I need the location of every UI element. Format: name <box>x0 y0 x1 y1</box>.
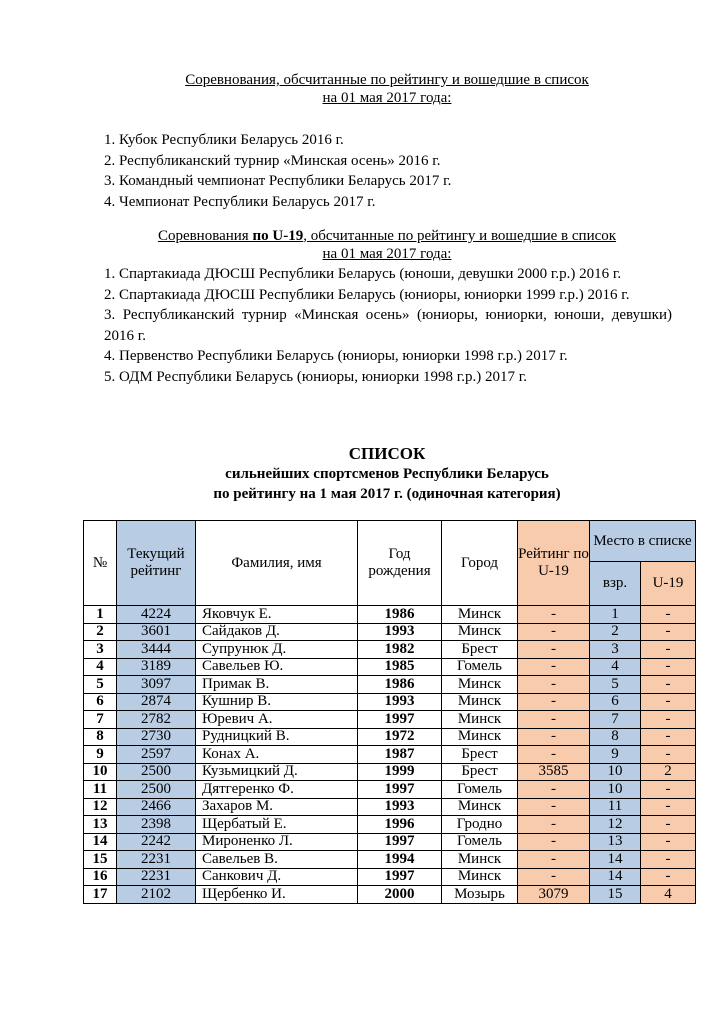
player-name-cell: Кушнир В. <box>196 693 358 711</box>
table-row <box>84 658 696 676</box>
adult-place-cell: 9 <box>590 746 641 764</box>
list-title: СПИСОК <box>348 444 426 463</box>
player-name-cell: Мироненко Л. <box>196 833 358 851</box>
row-number: 3 <box>84 641 117 659</box>
table-row <box>84 728 696 746</box>
player-name-cell: Савельев В. <box>196 851 358 869</box>
player-name-cell: Дятгеренко Ф. <box>196 781 358 799</box>
city-cell: Минск <box>442 676 518 694</box>
city-cell: Гомель <box>442 658 518 676</box>
table-row <box>84 711 696 729</box>
current-rating-cell: 2597 <box>117 746 196 764</box>
current-rating-cell: 2231 <box>117 868 196 886</box>
player-name-cell: Рудницкий В. <box>196 728 358 746</box>
u19-place-cell: - <box>641 658 696 676</box>
u19-rating-cell: - <box>518 816 590 834</box>
u19-rating-cell: - <box>518 781 590 799</box>
city-cell: Минск <box>442 606 518 624</box>
player-name-cell: Яковчук Е. <box>196 606 358 624</box>
adult-place-cell: 2 <box>590 623 641 641</box>
header-place: Место в списке <box>590 521 696 562</box>
birth-year-cell: 1993 <box>358 798 442 816</box>
city-cell: Брест <box>442 641 518 659</box>
table-row <box>84 781 696 799</box>
city-cell: Минск <box>442 693 518 711</box>
birth-year-cell: 1986 <box>358 676 442 694</box>
adult-place-cell: 3 <box>590 641 641 659</box>
table-row <box>84 798 696 816</box>
row-number: 6 <box>84 693 117 711</box>
current-rating-cell: 2782 <box>117 711 196 729</box>
birth-year-cell: 1999 <box>358 763 442 781</box>
current-rating-cell: 4224 <box>117 606 196 624</box>
player-name-cell: Супрунюк Д. <box>196 641 358 659</box>
u19-place-cell: - <box>641 833 696 851</box>
current-rating-cell: 3097 <box>117 676 196 694</box>
adult-place-cell: 4 <box>590 658 641 676</box>
header-name: Фамилия, имя <box>196 521 358 606</box>
player-name-cell: Кузьмицкий Д. <box>196 763 358 781</box>
section1-item: 1. Кубок Республики Беларусь 2016 г. <box>104 132 344 148</box>
u19-rating-cell: - <box>518 868 590 886</box>
adult-place-cell: 6 <box>590 693 641 711</box>
u19-rating-cell: - <box>518 746 590 764</box>
table-row <box>84 763 696 781</box>
section1-heading <box>100 71 674 107</box>
section2-item: 3. Республиканский турнир «Минская осень» (юниоры, юниорки, юноши, девушки) 2016 г. <box>104 307 672 344</box>
u19-rating-cell: - <box>518 833 590 851</box>
u19-rating-cell: - <box>518 798 590 816</box>
player-name-cell: Юревич А. <box>196 711 358 729</box>
section1-item: 3. Командный чемпионат Республики Беларусь 2017 г. <box>104 173 452 189</box>
u19-rating-cell: - <box>518 711 590 729</box>
row-number: 10 <box>84 763 117 781</box>
player-name-cell: Конах А. <box>196 746 358 764</box>
birth-year-cell: 1993 <box>358 623 442 641</box>
city-cell: Гродно <box>442 816 518 834</box>
u19-place-cell: - <box>641 728 696 746</box>
u19-place-cell: - <box>641 746 696 764</box>
header-birth-year: Год рождения <box>358 521 442 606</box>
section1-heading-line1: Соревнования, обсчитанные по рейтингу и вошедшие в список <box>185 72 589 88</box>
section2-item: 1. Спартакиада ДЮСШ Республики Беларусь (юноши, девушки 2000 г.р.) 2016 г. <box>104 266 622 282</box>
row-number: 17 <box>84 886 117 904</box>
current-rating-cell: 2500 <box>117 763 196 781</box>
u19-place-cell: - <box>641 623 696 641</box>
u19-place-cell: - <box>641 781 696 799</box>
u19-place-cell: 4 <box>641 886 696 904</box>
header-place-adult: взр. <box>590 562 641 606</box>
city-cell: Минск <box>442 851 518 869</box>
list-subtitle-line1: сильнейших спортсменов Республики Беларусь <box>225 466 549 482</box>
row-number: 15 <box>84 851 117 869</box>
birth-year-cell: 1997 <box>358 868 442 886</box>
birth-year-cell: 1997 <box>358 711 442 729</box>
adult-place-cell: 1 <box>590 606 641 624</box>
table-row <box>84 886 696 904</box>
u19-place-cell: - <box>641 798 696 816</box>
section2-heading-line2: на 01 мая 2017 года: <box>322 246 452 262</box>
row-number: 13 <box>84 816 117 834</box>
current-rating-cell: 2102 <box>117 886 196 904</box>
birth-year-cell: 1972 <box>358 728 442 746</box>
u19-place-cell: - <box>641 868 696 886</box>
header-city: Город <box>442 521 518 606</box>
player-name-cell: Щербатый Е. <box>196 816 358 834</box>
u19-rating-cell: - <box>518 623 590 641</box>
row-number: 16 <box>84 868 117 886</box>
table-row <box>84 868 696 886</box>
section2-heading-prefix: Соревнования <box>157 228 253 244</box>
table-row <box>84 623 696 641</box>
current-rating-cell: 2874 <box>117 693 196 711</box>
u19-place-cell: 2 <box>641 763 696 781</box>
u19-rating-cell: - <box>518 658 590 676</box>
adult-place-cell: 13 <box>590 833 641 851</box>
u19-rating-cell: - <box>518 676 590 694</box>
table-row <box>84 746 696 764</box>
header-place-u19: U-19 <box>641 562 696 606</box>
current-rating-cell: 2730 <box>117 728 196 746</box>
header-row <box>84 521 696 562</box>
city-cell: Гомель <box>442 833 518 851</box>
city-cell: Гомель <box>442 781 518 799</box>
u19-place-cell: - <box>641 711 696 729</box>
section2-heading-suffix: , обсчитанные по рейтингу и вошедшие в список <box>303 228 617 244</box>
city-cell: Минск <box>442 868 518 886</box>
row-number: 5 <box>84 676 117 694</box>
adult-place-cell: 15 <box>590 886 641 904</box>
city-cell: Минск <box>442 711 518 729</box>
section2-heading <box>100 227 674 263</box>
adult-place-cell: 8 <box>590 728 641 746</box>
current-rating-cell: 3601 <box>117 623 196 641</box>
city-cell: Минск <box>442 623 518 641</box>
row-number: 9 <box>84 746 117 764</box>
birth-year-cell: 1985 <box>358 658 442 676</box>
birth-year-cell: 1997 <box>358 833 442 851</box>
section2-item: 5. ОДМ Республики Беларусь (юниоры, юниорки 1998 г.р.) 2017 г. <box>104 368 527 385</box>
row-number: 7 <box>84 711 117 729</box>
header-u19-rating: Рейтинг по U-19 <box>518 521 590 606</box>
u19-place-cell: - <box>641 851 696 869</box>
table-row <box>84 606 696 624</box>
u19-place-cell: - <box>641 676 696 694</box>
birth-year-cell: 1994 <box>358 851 442 869</box>
city-cell: Брест <box>442 763 518 781</box>
table-row <box>84 676 696 694</box>
city-cell: Мозырь <box>442 886 518 904</box>
birth-year-cell: 1996 <box>358 816 442 834</box>
rating-table <box>83 520 696 904</box>
table-row <box>84 641 696 659</box>
birth-year-cell: 2000 <box>358 886 442 904</box>
city-cell: Минск <box>442 798 518 816</box>
section1-list <box>104 130 664 212</box>
u19-rating-cell: - <box>518 851 590 869</box>
u19-rating-cell: - <box>518 641 590 659</box>
header-current-rating: Текущий рейтинг <box>117 521 196 606</box>
player-name-cell: Примак В. <box>196 676 358 694</box>
player-name-cell: Сайдаков Д. <box>196 623 358 641</box>
current-rating-cell: 3189 <box>117 658 196 676</box>
u19-rating-cell: - <box>518 693 590 711</box>
list-title-block <box>100 443 674 504</box>
section1-item: 2. Республиканский турнир «Минская осень» 2016 г. <box>104 152 441 169</box>
section2-list <box>104 264 672 387</box>
row-number: 4 <box>84 658 117 676</box>
birth-year-cell: 1986 <box>358 606 442 624</box>
section2-heading-line1 <box>100 227 674 245</box>
header-num: № <box>84 521 117 606</box>
u19-place-cell: - <box>641 641 696 659</box>
row-number: 1 <box>84 606 117 624</box>
section2-item: 2. Спартакиада ДЮСШ Республики Беларусь (юниоры, юниорки 1999 г.р.) 2016 г. <box>104 286 630 303</box>
rating-table-header <box>84 521 696 606</box>
city-cell: Минск <box>442 728 518 746</box>
row-number: 8 <box>84 728 117 746</box>
current-rating-cell: 2398 <box>117 816 196 834</box>
current-rating-cell: 2231 <box>117 851 196 869</box>
birth-year-cell: 1997 <box>358 781 442 799</box>
u19-rating-cell: 3079 <box>518 886 590 904</box>
section1-heading-line2: на 01 мая 2017 года: <box>322 90 452 106</box>
table-row <box>84 693 696 711</box>
u19-place-cell: - <box>641 606 696 624</box>
player-name-cell: Щербенко И. <box>196 886 358 904</box>
list-subtitle-line2: по рейтингу на 1 мая 2017 г. (одиночная категория) <box>213 486 561 502</box>
adult-place-cell: 12 <box>590 816 641 834</box>
row-number: 11 <box>84 781 117 799</box>
section2-item: 4. Первенство Республики Беларусь (юниоры, юниорки 1998 г.р.) 2017 г. <box>104 348 568 364</box>
player-name-cell: Савельев Ю. <box>196 658 358 676</box>
rating-table-body <box>84 606 696 904</box>
adult-place-cell: 7 <box>590 711 641 729</box>
u19-place-cell: - <box>641 816 696 834</box>
current-rating-cell: 3444 <box>117 641 196 659</box>
table-row <box>84 833 696 851</box>
u19-rating-cell: - <box>518 728 590 746</box>
birth-year-cell: 1987 <box>358 746 442 764</box>
row-number: 2 <box>84 623 117 641</box>
adult-place-cell: 11 <box>590 798 641 816</box>
row-number: 12 <box>84 798 117 816</box>
adult-place-cell: 10 <box>590 781 641 799</box>
row-number: 14 <box>84 833 117 851</box>
current-rating-cell: 2466 <box>117 798 196 816</box>
birth-year-cell: 1982 <box>358 641 442 659</box>
player-name-cell: Захаров М. <box>196 798 358 816</box>
section1-item: 4. Чемпионат Республики Беларусь 2017 г. <box>104 193 376 210</box>
section2-heading-bold: по U-19 <box>252 228 304 244</box>
adult-place-cell: 14 <box>590 851 641 869</box>
table-row <box>84 851 696 869</box>
adult-place-cell: 5 <box>590 676 641 694</box>
adult-place-cell: 14 <box>590 868 641 886</box>
current-rating-cell: 2242 <box>117 833 196 851</box>
table-row <box>84 816 696 834</box>
birth-year-cell: 1993 <box>358 693 442 711</box>
current-rating-cell: 2500 <box>117 781 196 799</box>
u19-rating-cell: - <box>518 606 590 624</box>
player-name-cell: Санкович Д. <box>196 868 358 886</box>
adult-place-cell: 10 <box>590 763 641 781</box>
u19-place-cell: - <box>641 693 696 711</box>
u19-rating-cell: 3585 <box>518 763 590 781</box>
city-cell: Брест <box>442 746 518 764</box>
